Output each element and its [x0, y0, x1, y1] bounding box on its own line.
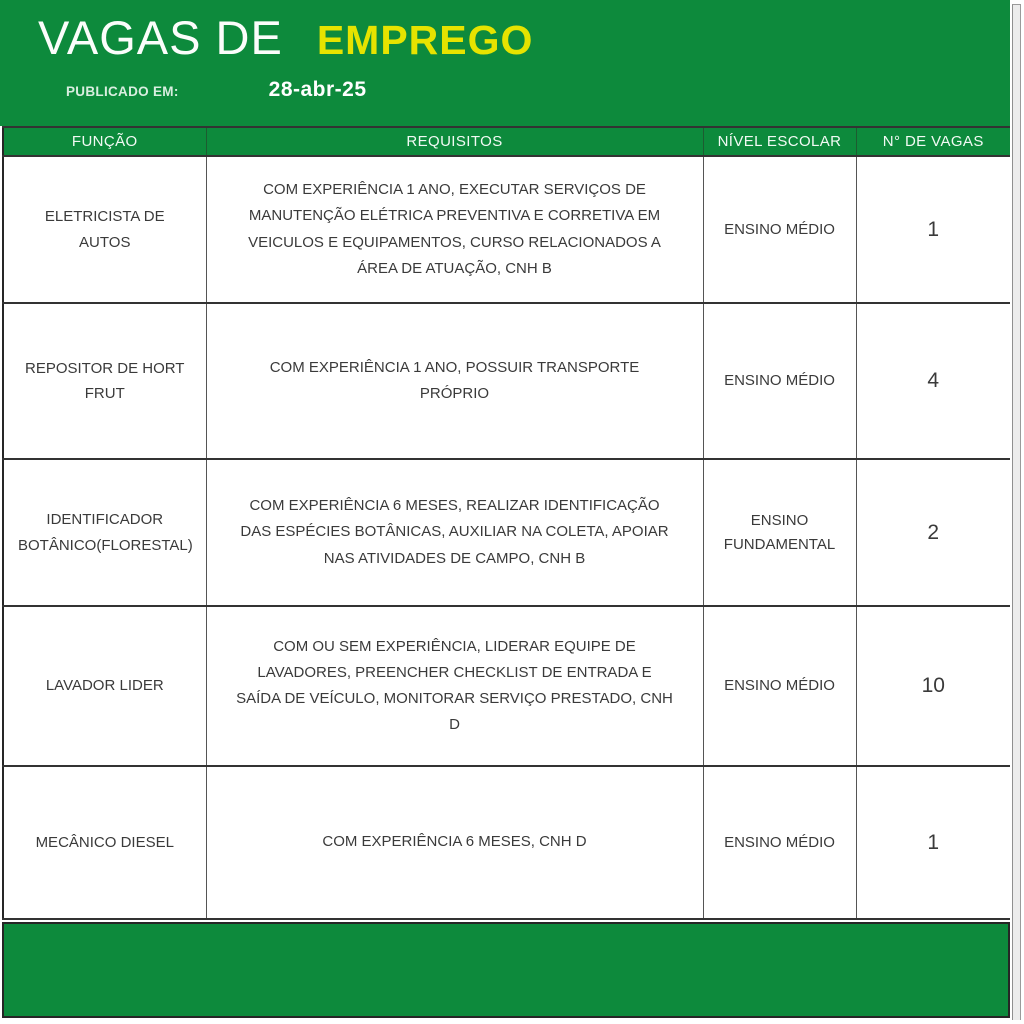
column-header-funcao: FUNÇÃO: [3, 127, 206, 156]
table-row: [3, 606, 1011, 766]
cell-nivel-escolar: ENSINO MÉDIO: [703, 766, 856, 919]
cell-nivel-escolar: ENSINO MÉDIO: [703, 156, 856, 303]
title-emprego: EMPREGO: [316, 17, 534, 63]
header-banner: [0, 0, 1010, 126]
table-row: [3, 156, 1011, 303]
cell-requisitos: COM EXPERIÊNCIA 1 ANO, EXECUTAR SERVIÇOS DE MANUTENÇÃO ELÉTRICA PREVENTIVA E CORRETIVA EM VEICULOS E EQUIPAMENTOS, CURSO RELACIONADOS A ÁREA DE ATUAÇÃO, CNH B: [206, 156, 703, 303]
cell-funcao: REPOSITOR DE HORT FRUT: [3, 303, 206, 459]
page-edge-scroll-track: [1010, 0, 1024, 1024]
cell-nivel-escolar: ENSINO MÉDIO: [703, 606, 856, 766]
cell-funcao: LAVADOR LIDER: [3, 606, 206, 766]
table-row: [3, 303, 1011, 459]
column-header-nivel-escolar: NÍVEL ESCOLAR: [703, 127, 856, 156]
cell-requisitos: COM EXPERIÊNCIA 6 MESES, REALIZAR IDENTIFICAÇÃO DAS ESPÉCIES BOTÂNICAS, AUXILIAR NA COLETA, APOIAR NAS ATIVIDADES DE CAMPO, CNH B: [206, 459, 703, 606]
cell-funcao: ELETRICISTA DE AUTOS: [3, 156, 206, 303]
cell-vagas: 4: [856, 303, 1011, 459]
table-header-row: [3, 127, 1011, 156]
vacancies-table: [2, 126, 1012, 920]
table-row: [3, 766, 1011, 919]
cell-funcao: MECÂNICO DIESEL: [3, 766, 206, 919]
published-label: PUBLICADO EM:: [66, 84, 179, 99]
column-header-n-de-vagas: N° DE VAGAS: [856, 127, 1011, 156]
cell-vagas: 1: [856, 156, 1011, 303]
cell-vagas: 2: [856, 459, 1011, 606]
cell-vagas: 10: [856, 606, 1011, 766]
page-title: [38, 10, 533, 65]
footer-band: [2, 922, 1010, 1018]
cell-requisitos: COM OU SEM EXPERIÊNCIA, LIDERAR EQUIPE DE LAVADORES, PREENCHER CHECKLIST DE ENTRADA E SAÍDA DE VEÍCULO, MONITORAR SERVIÇO PRESTADO, CNH D: [206, 606, 703, 766]
cell-vagas: 1: [856, 766, 1011, 919]
cell-nivel-escolar: ENSINO FUNDAMENTAL: [703, 459, 856, 606]
table-row: [3, 459, 1011, 606]
cell-nivel-escolar: ENSINO MÉDIO: [703, 303, 856, 459]
published-line: [66, 78, 367, 102]
cell-requisitos: COM EXPERIÊNCIA 1 ANO, POSSUIR TRANSPORTE PRÓPRIO: [206, 303, 703, 459]
cell-requisitos: COM EXPERIÊNCIA 6 MESES, CNH D: [206, 766, 703, 919]
column-header-requisitos: REQUISITOS: [206, 127, 703, 156]
cell-funcao: IDENTIFICADOR BOTÂNICO(FLORESTAL): [3, 459, 206, 606]
title-vagas-de: VAGAS DE: [38, 11, 283, 64]
scrollbar-track: [1012, 4, 1021, 1020]
published-date: 28-abr-25: [268, 78, 367, 101]
